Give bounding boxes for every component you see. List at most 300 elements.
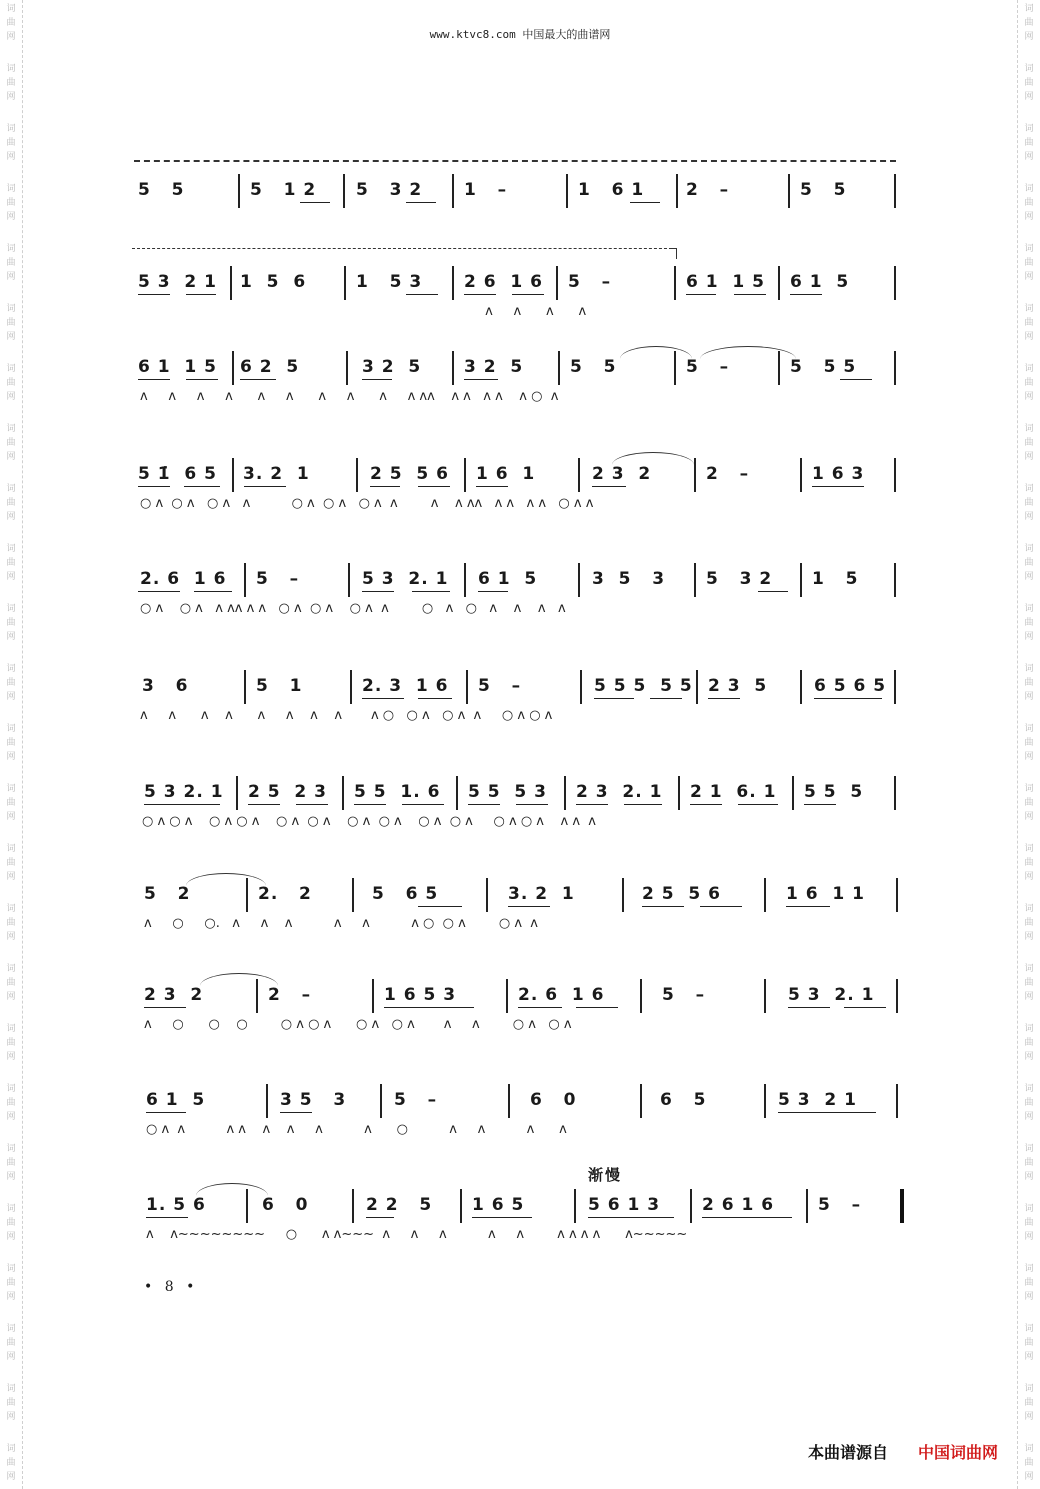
- barline: [452, 174, 454, 208]
- measure-notes: 1 6 1: [578, 180, 645, 200]
- watermark-glyph: 曲: [1024, 858, 1034, 868]
- watermark-glyph: 网: [6, 452, 16, 462]
- watermark-glyph: 词: [1024, 1444, 1034, 1454]
- watermark-glyph: 网: [1024, 1472, 1034, 1482]
- measure-notes: 2 3 2: [592, 464, 652, 484]
- beam-underline: [476, 486, 508, 487]
- barline: [342, 776, 344, 810]
- score-row: [0, 569, 1040, 639]
- barline: [556, 266, 558, 300]
- watermark-glyph: 词: [6, 724, 16, 734]
- watermark-glyph: 网: [1024, 272, 1034, 282]
- measure-notes: 5 6 5: [372, 884, 439, 904]
- beam-underline: [406, 202, 436, 203]
- measure-notes: 2 6 1 6: [702, 1195, 775, 1215]
- site-header: www.ktvc8.com 中国最大的曲谱网: [429, 28, 611, 41]
- watermark-glyph: 词: [1024, 784, 1034, 794]
- beam-underline: [650, 698, 682, 699]
- watermark-glyph: 曲: [6, 498, 16, 508]
- beam-underline: [144, 804, 220, 805]
- measure-notes: 6 1 1 5: [686, 272, 765, 292]
- measure-notes: 2. 6 1 6: [518, 985, 605, 1005]
- watermark-glyph: 网: [6, 692, 16, 702]
- barline: [676, 174, 678, 208]
- measure-notes: 5 3 2. 1: [362, 569, 449, 589]
- beam-underline: [184, 486, 220, 487]
- watermark-glyph: 词: [6, 1084, 16, 1094]
- barline: [640, 979, 642, 1013]
- beam-underline: [280, 1112, 312, 1113]
- barline: [678, 776, 680, 810]
- measure-notes: 2 3 2. 1: [576, 782, 663, 802]
- beam-underline: [790, 294, 822, 295]
- watermark-glyph: 曲: [6, 1038, 16, 1048]
- measure-notes: 1 5: [812, 569, 859, 589]
- measure-notes: 5 3 2: [706, 569, 773, 589]
- watermark-glyph: 曲: [6, 78, 16, 88]
- barline: [894, 458, 896, 492]
- barline: [238, 174, 240, 208]
- watermark-glyph: 词: [6, 1024, 16, 1034]
- watermark-glyph: 词: [1024, 304, 1034, 314]
- barline: [506, 979, 508, 1013]
- beam-underline: [512, 294, 544, 295]
- beam-underline: [630, 202, 660, 203]
- barline: [230, 266, 232, 300]
- beam-underline: [296, 804, 328, 805]
- measure-notes: 2 –: [686, 180, 730, 200]
- beam-underline: [812, 486, 864, 487]
- watermark-glyph: 词: [6, 124, 16, 134]
- measure-notes: 6 0: [262, 1195, 309, 1215]
- measure-notes: 5 3 2: [356, 180, 423, 200]
- watermark-glyph: 词: [1024, 484, 1034, 494]
- barline: [894, 351, 896, 385]
- watermark-glyph: 网: [6, 32, 16, 42]
- watermark-glyph: 网: [1024, 92, 1034, 102]
- beam-underline: [738, 804, 778, 805]
- measure-notes: 3 5 3: [280, 1090, 347, 1110]
- watermark-glyph: 曲: [6, 1158, 16, 1168]
- barline: [352, 878, 354, 912]
- beam-underline: [186, 379, 218, 380]
- barline: [806, 1189, 808, 1223]
- beam-underline: [412, 591, 450, 592]
- watermark-glyph: 曲: [1024, 378, 1034, 388]
- measure-notes: 2 3 5: [708, 676, 768, 696]
- watermark-glyph: 网: [6, 812, 16, 822]
- barline: [800, 458, 802, 492]
- watermark-glyph: 曲: [1024, 438, 1034, 448]
- beam-underline: [138, 294, 170, 295]
- watermark-glyph: 词: [6, 1384, 16, 1394]
- watermark-glyph: 曲: [6, 258, 16, 268]
- barline: [894, 670, 896, 704]
- beam-underline: [362, 698, 404, 699]
- beam-underline: [758, 591, 788, 592]
- watermark-glyph: 网: [1024, 812, 1034, 822]
- beam-underline: [138, 486, 170, 487]
- watermark-glyph: 网: [1024, 1112, 1034, 1122]
- measure-notes: 5 1̇ 6 5: [138, 464, 217, 484]
- beam-underline: [516, 804, 548, 805]
- barline: [792, 776, 794, 810]
- watermark-glyph: 网: [6, 1472, 16, 1482]
- watermark-glyph: 曲: [1024, 1098, 1034, 1108]
- watermark-glyph: 曲: [6, 378, 16, 388]
- measure-notes: 1 5 3: [356, 272, 423, 292]
- barline: [452, 351, 454, 385]
- measure-notes: 2. 2: [258, 884, 312, 904]
- watermark-glyph: 网: [1024, 1292, 1034, 1302]
- watermark-glyph: 词: [6, 604, 16, 614]
- watermark-glyph: 网: [1024, 212, 1034, 222]
- watermark-glyph: 网: [6, 572, 16, 582]
- barline: [640, 1084, 642, 1118]
- breath-marks: ○ ʌ ○ ʌ ʌ ʌʌ ʌ ʌ ○ ʌ ○ ʌ ○ ʌ ʌ ○ ʌ ○ ʌ ʌ ʌ ʌ: [140, 601, 566, 616]
- watermark-glyph: 词: [6, 244, 16, 254]
- watermark-glyph: 曲: [1024, 318, 1034, 328]
- watermark-glyph: 词: [6, 1324, 16, 1334]
- measure-notes: 6 2 5: [240, 357, 300, 377]
- score-row: [0, 1195, 1040, 1265]
- barline: [508, 1084, 510, 1118]
- beam-underline: [576, 804, 608, 805]
- beam-underline: [464, 294, 496, 295]
- measure-notes: 5 5 1. 6: [354, 782, 441, 802]
- watermark-glyph: 词: [6, 544, 16, 554]
- beam-underline: [464, 379, 498, 380]
- watermark-glyph: 曲: [6, 678, 16, 688]
- watermark-glyph: 词: [1024, 64, 1034, 74]
- measure-notes: 1. 5 6: [146, 1195, 206, 1215]
- watermark-glyph: 词: [6, 4, 16, 14]
- beam-underline: [248, 804, 280, 805]
- beam-underline: [138, 591, 180, 592]
- beam-underline: [788, 1007, 830, 1008]
- watermark-glyph: 词: [6, 1144, 16, 1154]
- beam-underline: [354, 804, 386, 805]
- watermark-glyph: 词: [6, 364, 16, 374]
- watermark-glyph: 词: [1024, 1204, 1034, 1214]
- beam-underline: [778, 1112, 876, 1113]
- watermark-glyph: 曲: [1024, 918, 1034, 928]
- watermark-glyph: 曲: [1024, 258, 1034, 268]
- watermark-glyph: 网: [6, 632, 16, 642]
- beam-underline: [418, 906, 462, 907]
- beam-underline: [518, 1007, 562, 1008]
- watermark-glyph: 词: [1024, 1384, 1034, 1394]
- watermark-glyph: 词: [6, 424, 16, 434]
- watermark-glyph: 网: [6, 212, 16, 222]
- tie-slur: [200, 973, 278, 986]
- beam-underline: [418, 698, 452, 699]
- barline: [346, 351, 348, 385]
- watermark-glyph: 曲: [1024, 498, 1034, 508]
- measure-notes: 6 1 5: [790, 272, 850, 292]
- measure-notes: 1 6 5: [472, 1195, 525, 1215]
- beam-underline: [138, 379, 170, 380]
- barline: [800, 563, 802, 597]
- beam-underline: [362, 379, 392, 380]
- watermark-glyph: 词: [1024, 1024, 1034, 1034]
- barline: [348, 563, 350, 597]
- watermark-glyph: 网: [1024, 992, 1034, 1002]
- watermark-glyph: 网: [1024, 1412, 1034, 1422]
- measure-notes: 2 –: [706, 464, 750, 484]
- barline: [690, 1189, 692, 1223]
- watermark-glyph: 词: [1024, 4, 1034, 14]
- watermark-glyph: 曲: [1024, 1398, 1034, 1408]
- breath-marks: ○ ʌ ʌ ʌ ʌ ʌ ʌ ʌ ʌ ○ ʌ ʌ ʌ ʌ: [146, 1122, 567, 1137]
- watermark-glyph: 词: [1024, 124, 1034, 134]
- beam-underline: [186, 294, 216, 295]
- barline: [344, 266, 346, 300]
- measure-notes: 2 1 6. 1: [690, 782, 777, 802]
- watermark-glyph: 曲: [6, 1278, 16, 1288]
- barline: [452, 266, 454, 300]
- watermark-glyph: 网: [6, 1172, 16, 1182]
- watermark-glyph: 曲: [1024, 78, 1034, 88]
- beam-underline: [478, 591, 508, 592]
- measure-notes: 1 –: [464, 180, 508, 200]
- final-barline: [900, 1189, 904, 1223]
- barline: [236, 776, 238, 810]
- barline: [764, 878, 766, 912]
- watermark-glyph: 网: [1024, 1352, 1034, 1362]
- barline: [674, 266, 676, 300]
- barline: [578, 458, 580, 492]
- tie-slur: [612, 452, 694, 465]
- watermark-glyph: 曲: [1024, 618, 1034, 628]
- measure-notes: 5 6 1 3: [588, 1195, 661, 1215]
- watermark-glyph: 网: [1024, 632, 1034, 642]
- footer-source-label: 本曲谱源自: [808, 1443, 889, 1462]
- measure-notes: 5 5 5 3: [468, 782, 547, 802]
- barline: [464, 563, 466, 597]
- score-row: [0, 464, 1040, 534]
- watermark-glyph: 曲: [6, 138, 16, 148]
- tie-slur: [620, 346, 692, 359]
- watermark-glyph: 网: [1024, 32, 1034, 42]
- measure-notes: 6 1 1 5: [138, 357, 217, 377]
- measure-notes: 3 5 3: [592, 569, 666, 589]
- measure-notes: 1 6 5 3: [384, 985, 457, 1005]
- beam-underline: [194, 591, 232, 592]
- watermark-glyph: 网: [6, 1052, 16, 1062]
- beam-underline: [146, 1112, 186, 1113]
- barline: [894, 174, 896, 208]
- watermark-glyph: 词: [1024, 844, 1034, 854]
- measure-notes: 6 5 6 5: [814, 676, 887, 696]
- watermark-glyph: 网: [6, 272, 16, 282]
- watermark-glyph: 网: [1024, 332, 1034, 342]
- watermark-glyph: 曲: [6, 618, 16, 628]
- measure-notes: 5 1: [256, 676, 303, 696]
- barline: [578, 563, 580, 597]
- beam-underline: [814, 698, 882, 699]
- watermark-glyph: 网: [6, 152, 16, 162]
- barline: [232, 458, 234, 492]
- watermark-glyph: 网: [6, 332, 16, 342]
- measure-notes: 5 5 5: [804, 782, 864, 802]
- watermark-glyph: 曲: [6, 1398, 16, 1408]
- barline: [894, 266, 896, 300]
- measure-notes: 5 5 5 5 5: [594, 676, 693, 696]
- watermark-glyph: 词: [1024, 244, 1034, 254]
- watermark-glyph: 曲: [1024, 198, 1034, 208]
- measure-notes: 2 –: [268, 985, 312, 1005]
- footer-brand-link[interactable]: 中国词曲网: [918, 1443, 999, 1462]
- watermark-glyph: 曲: [6, 918, 16, 928]
- measure-notes: 2 5 5 6: [370, 464, 449, 484]
- barline: [764, 1084, 766, 1118]
- watermark-glyph: 曲: [6, 198, 16, 208]
- beam-underline: [576, 1007, 618, 1008]
- beam-underline: [472, 1217, 532, 1218]
- barline: [466, 670, 468, 704]
- watermark-glyph: 词: [1024, 1084, 1034, 1094]
- beam-underline: [508, 906, 550, 907]
- barline: [564, 776, 566, 810]
- measure-notes: 5 5 5: [790, 357, 857, 377]
- score-row: [0, 884, 1040, 954]
- beam-underline: [418, 486, 450, 487]
- beam-underline: [370, 486, 400, 487]
- measure-notes: 6 5: [660, 1090, 707, 1110]
- breath-marks: ʌ ○ ○. ʌ ʌ ʌ ʌ ʌ ʌ ○ ○ ʌ ○ ʌ ʌ: [144, 916, 538, 931]
- breath-marks: ○ ʌ ○ ʌ ○ ʌ ʌ ○ ʌ ○ ʌ ○ ʌ ʌ ʌ ʌ ʌʌ ʌ ʌ ʌ ʌ ○ ʌ ʌ: [140, 496, 594, 511]
- barline: [343, 174, 345, 208]
- watermark-glyph: 词: [6, 184, 16, 194]
- watermark-glyph: 曲: [1024, 738, 1034, 748]
- barline: [372, 979, 374, 1013]
- score-row: [0, 357, 1040, 427]
- measure-notes: 1 6 1: [476, 464, 536, 484]
- barline: [356, 458, 358, 492]
- watermark-glyph: 网: [1024, 572, 1034, 582]
- beam-underline: [786, 906, 830, 907]
- watermark-glyph: 网: [6, 872, 16, 882]
- barline: [244, 563, 246, 597]
- beam-underline: [686, 294, 716, 295]
- watermark-glyph: 曲: [6, 1098, 16, 1108]
- watermark-glyph: 网: [1024, 152, 1034, 162]
- watermark-glyph: 曲: [6, 558, 16, 568]
- barline: [622, 878, 624, 912]
- measure-notes: 5 3 2 1: [778, 1090, 857, 1110]
- watermark-glyph: 曲: [6, 978, 16, 988]
- measure-notes: 5 1 2: [250, 180, 317, 200]
- breath-marks: ʌ ○ ○ ○ ○ ʌ ○ ʌ ○ ʌ ○ ʌ ʌ ʌ ○ ʌ ○ ʌ: [144, 1017, 572, 1032]
- watermark-glyph: 曲: [1024, 1158, 1034, 1168]
- score-row: [0, 676, 1040, 746]
- measure-notes: 5 3 2 1: [138, 272, 217, 292]
- barline: [266, 1084, 268, 1118]
- beam-underline: [384, 1007, 474, 1008]
- watermark-glyph: 词: [6, 64, 16, 74]
- measure-notes: 5 3 2. 1: [788, 985, 875, 1005]
- beam-underline: [406, 294, 438, 295]
- score-row: [0, 1090, 1040, 1160]
- measure-notes: 6 0: [530, 1090, 577, 1110]
- breath-marks: ʌ ʌ ʌ ʌ ʌ ʌ ʌ ʌ ʌ ʌ ʌʌ ʌ ʌ ʌ ʌ ʌ ○ ʌ: [140, 389, 559, 404]
- measure-notes: 6 1 5: [146, 1090, 206, 1110]
- beam-underline: [468, 804, 500, 805]
- watermark-glyph: 词: [1024, 1264, 1034, 1274]
- beam-underline: [734, 294, 766, 295]
- watermark-glyph: 词: [1024, 904, 1034, 914]
- beam-underline: [300, 202, 330, 203]
- watermark-glyph: 网: [6, 512, 16, 522]
- tie-slur: [186, 873, 266, 886]
- breath-marks: ʌ ʌ ʌ ʌ: [138, 304, 587, 319]
- barline: [244, 670, 246, 704]
- barline: [580, 670, 582, 704]
- watermark-glyph: 词: [1024, 664, 1034, 674]
- watermark-glyph: 网: [6, 1112, 16, 1122]
- watermark-glyph: 网: [6, 1412, 16, 1422]
- barline: [574, 1189, 576, 1223]
- watermark-glyph: 词: [6, 1444, 16, 1454]
- score-row: [0, 180, 1040, 250]
- barline: [380, 1084, 382, 1118]
- watermark-glyph: 网: [6, 1232, 16, 1242]
- watermark-glyph: 曲: [6, 738, 16, 748]
- watermark-glyph: 网: [6, 1352, 16, 1362]
- watermark-glyph: 词: [1024, 364, 1034, 374]
- measure-notes: 3 6: [142, 676, 189, 696]
- barline: [764, 979, 766, 1013]
- watermark-glyph: 网: [1024, 1232, 1034, 1242]
- watermark-glyph: 词: [1024, 1324, 1034, 1334]
- measure-notes: 6 1 5: [478, 569, 538, 589]
- measure-notes: 5 2: [144, 884, 191, 904]
- watermark-glyph: 网: [6, 932, 16, 942]
- measure-notes: 5 –: [818, 1195, 862, 1215]
- barline: [896, 878, 898, 912]
- beam-underline: [844, 1007, 886, 1008]
- barline: [894, 776, 896, 810]
- barline: [464, 458, 466, 492]
- watermark-glyph: 曲: [1024, 558, 1034, 568]
- barline: [696, 670, 698, 704]
- beam-underline: [700, 906, 742, 907]
- measure-notes: 3 2 5: [362, 357, 422, 377]
- watermark-glyph: 网: [1024, 512, 1034, 522]
- barline: [350, 670, 352, 704]
- barline: [778, 266, 780, 300]
- watermark-glyph: 词: [6, 484, 16, 494]
- page-number: • 8 •: [144, 1279, 199, 1295]
- barline: [896, 1084, 898, 1118]
- watermark-glyph: 网: [1024, 752, 1034, 762]
- measure-notes: 5 5: [138, 180, 185, 200]
- watermark-glyph: 曲: [1024, 1458, 1034, 1468]
- watermark-glyph: 曲: [1024, 978, 1034, 988]
- watermark-glyph: 词: [1024, 184, 1034, 194]
- watermark-glyph: 网: [6, 1292, 16, 1302]
- watermark-glyph: 曲: [1024, 1218, 1034, 1228]
- watermark-glyph: 曲: [1024, 798, 1034, 808]
- tie-slur: [196, 1183, 268, 1196]
- watermark-glyph: 词: [1024, 424, 1034, 434]
- watermark-glyph: 网: [6, 992, 16, 1002]
- watermark-glyph: 曲: [1024, 138, 1034, 148]
- watermark-glyph: 词: [6, 784, 16, 794]
- beam-underline: [244, 486, 286, 487]
- beam-underline: [708, 698, 740, 699]
